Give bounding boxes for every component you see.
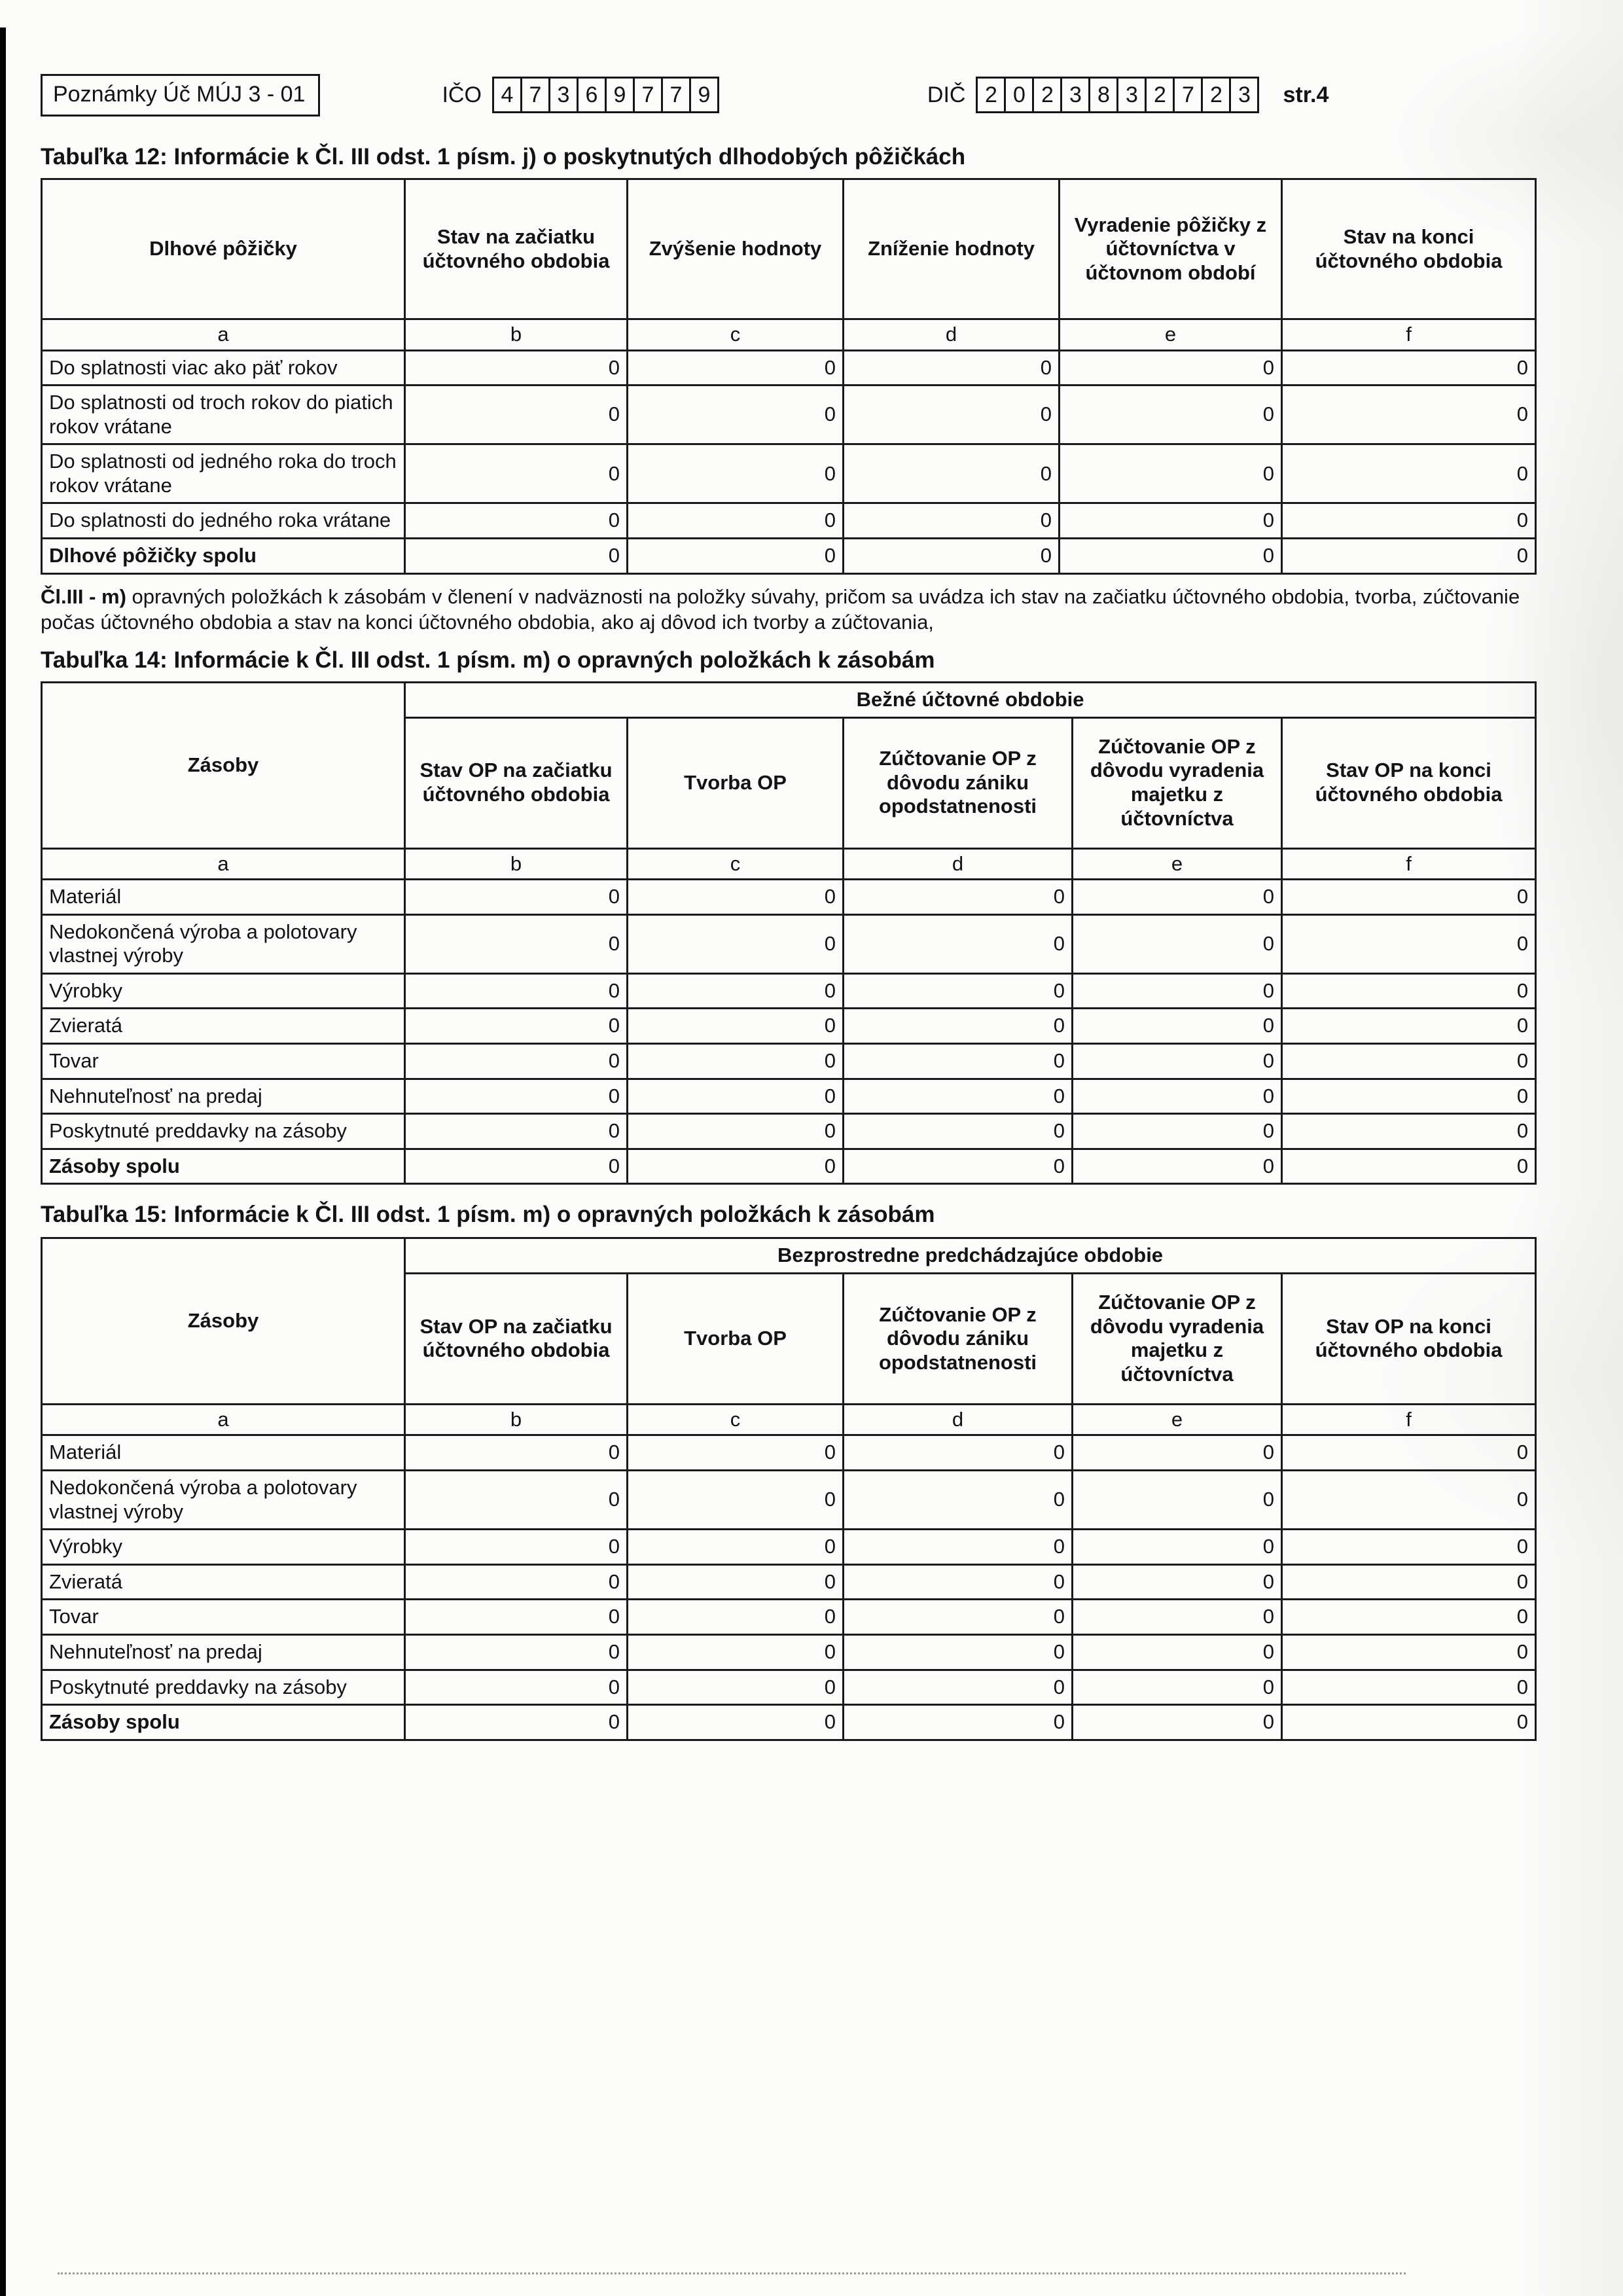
row-label: Zásoby spolu bbox=[42, 1149, 405, 1184]
value-cell: 0 bbox=[844, 973, 1073, 1009]
table-row bbox=[42, 503, 1536, 539]
column-letter: e bbox=[1060, 319, 1282, 351]
value-cell: 0 bbox=[1073, 1079, 1282, 1114]
value-cell: 0 bbox=[1073, 973, 1282, 1009]
table-row bbox=[42, 1471, 1536, 1530]
value-cell: 0 bbox=[1282, 1705, 1536, 1740]
scan-bottom-artifact bbox=[58, 2272, 1406, 2274]
value-cell: 0 bbox=[844, 1564, 1073, 1600]
table-row bbox=[42, 1530, 1536, 1565]
value-cell: 0 bbox=[1073, 880, 1282, 915]
value-cell: 0 bbox=[628, 1634, 844, 1670]
dic-group bbox=[927, 77, 1260, 113]
row-label: Materiál bbox=[42, 880, 405, 915]
value-cell: 0 bbox=[1073, 1600, 1282, 1635]
value-cell: 0 bbox=[405, 1670, 628, 1705]
value-cell: 0 bbox=[1060, 350, 1282, 386]
value-cell: 0 bbox=[844, 503, 1060, 539]
table-row bbox=[42, 1564, 1536, 1600]
row-label: Tovar bbox=[42, 1600, 405, 1635]
table-row bbox=[42, 350, 1536, 386]
digit-box: 9 bbox=[689, 77, 719, 113]
value-cell: 0 bbox=[405, 1705, 628, 1740]
digit-box: 2 bbox=[976, 77, 1006, 113]
value-cell: 0 bbox=[1073, 1149, 1282, 1184]
table-14-period-row bbox=[42, 682, 1536, 717]
value-cell: 0 bbox=[844, 1670, 1073, 1705]
digit-box: 4 bbox=[492, 77, 522, 113]
row-label: Poskytnuté preddavky na zásoby bbox=[42, 1670, 405, 1705]
digit-box: 6 bbox=[577, 77, 607, 113]
value-cell: 0 bbox=[628, 444, 844, 503]
row-label: Poskytnuté preddavky na zásoby bbox=[42, 1114, 405, 1149]
column-header: Dlhové pôžičky bbox=[42, 179, 405, 319]
value-cell: 0 bbox=[844, 1044, 1073, 1079]
value-cell: 0 bbox=[405, 1600, 628, 1635]
column-letter: e bbox=[1073, 848, 1282, 880]
value-cell: 0 bbox=[405, 386, 628, 444]
page-header bbox=[41, 73, 1535, 117]
value-cell: 0 bbox=[405, 1079, 628, 1114]
digit-box: 3 bbox=[548, 77, 579, 113]
value-cell: 0 bbox=[405, 1564, 628, 1600]
value-cell: 0 bbox=[628, 1149, 844, 1184]
table-row bbox=[42, 1044, 1536, 1079]
value-cell: 0 bbox=[1282, 1471, 1536, 1530]
column-letter: c bbox=[628, 848, 844, 880]
row-label: Do splatnosti od jedného roka do troch rokov vrátane bbox=[42, 444, 405, 503]
table-row bbox=[42, 1149, 1536, 1184]
table-row bbox=[42, 1079, 1536, 1114]
table-row bbox=[42, 1634, 1536, 1670]
value-cell: 0 bbox=[628, 1471, 844, 1530]
row-label: Do splatnosti viac ako päť rokov bbox=[42, 350, 405, 386]
value-cell: 0 bbox=[1073, 1634, 1282, 1670]
row-label: Zvieratá bbox=[42, 1009, 405, 1044]
value-cell: 0 bbox=[405, 1114, 628, 1149]
column-header: Stav na konci účtovného obdobia bbox=[1282, 179, 1536, 319]
value-cell: 0 bbox=[844, 386, 1060, 444]
table-row bbox=[42, 1009, 1536, 1044]
value-cell: 0 bbox=[628, 386, 844, 444]
column-letter: c bbox=[628, 1404, 844, 1435]
value-cell: 0 bbox=[1073, 1009, 1282, 1044]
value-cell: 0 bbox=[844, 1634, 1073, 1670]
value-cell: 0 bbox=[628, 1564, 844, 1600]
column-header: Zásoby bbox=[42, 682, 405, 848]
digit-box: 8 bbox=[1088, 77, 1118, 113]
value-cell: 0 bbox=[844, 1471, 1073, 1530]
value-cell: 0 bbox=[1282, 1044, 1536, 1079]
column-header: Zúčtovanie OP z dôvodu zániku opodstatnenosti bbox=[844, 1273, 1073, 1404]
column-letter: c bbox=[628, 319, 844, 351]
column-header: Vyradenie pôžičky z účtovníctva v účtovnom období bbox=[1060, 179, 1282, 319]
table-row bbox=[42, 973, 1536, 1009]
column-header: Stav OP na začiatku účtovného obdobia bbox=[405, 1273, 628, 1404]
value-cell: 0 bbox=[844, 1600, 1073, 1635]
column-letter: a bbox=[42, 319, 405, 351]
digit-box: 2 bbox=[1032, 77, 1062, 113]
row-label: Výrobky bbox=[42, 1530, 405, 1565]
value-cell: 0 bbox=[844, 1149, 1073, 1184]
value-cell: 0 bbox=[628, 1670, 844, 1705]
value-cell: 0 bbox=[1282, 1564, 1536, 1600]
row-label: Tovar bbox=[42, 1044, 405, 1079]
column-header: Tvorba OP bbox=[628, 717, 844, 848]
dic-label: DIČ bbox=[927, 82, 966, 107]
value-cell: 0 bbox=[1060, 539, 1282, 574]
row-label: Zásoby spolu bbox=[42, 1705, 405, 1740]
value-cell: 0 bbox=[1073, 1435, 1282, 1471]
value-cell: 0 bbox=[628, 350, 844, 386]
column-letter: a bbox=[42, 1404, 405, 1435]
value-cell: 0 bbox=[844, 444, 1060, 503]
column-header: Tvorba OP bbox=[628, 1273, 844, 1404]
row-label: Nehnuteľnosť na predaj bbox=[42, 1634, 405, 1670]
column-letter: f bbox=[1282, 848, 1536, 880]
table-row bbox=[42, 1600, 1536, 1635]
value-cell: 0 bbox=[1282, 1530, 1536, 1565]
ico-digit-boxes bbox=[492, 77, 719, 113]
value-cell: 0 bbox=[844, 350, 1060, 386]
value-cell: 0 bbox=[1073, 1044, 1282, 1079]
row-label: Materiál bbox=[42, 1435, 405, 1471]
column-letters-row bbox=[42, 319, 1536, 351]
column-header: Stav OP na začiatku účtovného obdobia bbox=[405, 717, 628, 848]
digit-box: 9 bbox=[605, 77, 635, 113]
row-label: Do splatnosti od troch rokov do piatich rokov vrátane bbox=[42, 386, 405, 444]
value-cell: 0 bbox=[844, 880, 1073, 915]
table-row bbox=[42, 914, 1536, 973]
value-cell: 0 bbox=[628, 1044, 844, 1079]
row-label: Nedokončená výroba a polotovary vlastnej výroby bbox=[42, 914, 405, 973]
value-cell: 0 bbox=[1073, 914, 1282, 973]
table-row bbox=[42, 386, 1536, 444]
ico-label: IČO bbox=[442, 82, 482, 107]
value-cell: 0 bbox=[1282, 880, 1536, 915]
value-cell: 0 bbox=[1282, 973, 1536, 1009]
row-label: Nedokončená výroba a polotovary vlastnej výroby bbox=[42, 1471, 405, 1530]
value-cell: 0 bbox=[1073, 1471, 1282, 1530]
value-cell: 0 bbox=[405, 1009, 628, 1044]
digit-box: 2 bbox=[1145, 77, 1175, 113]
value-cell: 0 bbox=[844, 1705, 1073, 1740]
value-cell: 0 bbox=[628, 1705, 844, 1740]
value-cell: 0 bbox=[405, 914, 628, 973]
value-cell: 0 bbox=[628, 1114, 844, 1149]
row-label: Dlhové pôžičky spolu bbox=[42, 539, 405, 574]
column-header: Stav OP na konci účtovného obdobia bbox=[1282, 717, 1536, 848]
value-cell: 0 bbox=[1060, 503, 1282, 539]
value-cell: 0 bbox=[628, 880, 844, 915]
value-cell: 0 bbox=[628, 914, 844, 973]
column-letter: d bbox=[844, 1404, 1073, 1435]
digit-box: 7 bbox=[633, 77, 663, 113]
table-15-title: Tabuľka 15: Informácie k Čl. III odst. 1 písm. m) o opravných položkách k zásobám bbox=[41, 1202, 935, 1228]
column-header: Zúčtovanie OP z dôvodu vyradenia majetku z účtovníctva bbox=[1073, 717, 1282, 848]
column-header: Stav OP na konci účtovného obdobia bbox=[1282, 1273, 1536, 1404]
value-cell: 0 bbox=[1282, 1149, 1536, 1184]
digit-box: 3 bbox=[1229, 77, 1259, 113]
value-cell: 0 bbox=[1282, 1600, 1536, 1635]
value-cell: 0 bbox=[1060, 444, 1282, 503]
page-number: str.4 bbox=[1283, 82, 1329, 107]
digit-box: 3 bbox=[1116, 77, 1147, 113]
value-cell: 0 bbox=[628, 1530, 844, 1565]
value-cell: 0 bbox=[628, 1435, 844, 1471]
value-cell: 0 bbox=[405, 1471, 628, 1530]
column-header: Zúčtovanie OP z dôvodu vyradenia majetku z účtovníctva bbox=[1073, 1273, 1282, 1404]
column-letter: b bbox=[405, 848, 628, 880]
digit-box: 7 bbox=[661, 77, 691, 113]
value-cell: 0 bbox=[1073, 1530, 1282, 1565]
ico-group bbox=[442, 77, 719, 113]
value-cell: 0 bbox=[1282, 1079, 1536, 1114]
table-15 bbox=[41, 1237, 1537, 1740]
value-cell: 0 bbox=[844, 1435, 1073, 1471]
value-cell: 0 bbox=[1073, 1114, 1282, 1149]
column-header: Zníženie hodnoty bbox=[844, 179, 1060, 319]
row-label: Nehnuteľnosť na predaj bbox=[42, 1079, 405, 1114]
article-note-lead: Čl.III - m) bbox=[41, 584, 126, 608]
value-cell: 0 bbox=[1282, 1114, 1536, 1149]
digit-box: 2 bbox=[1201, 77, 1231, 113]
column-letter: f bbox=[1282, 319, 1536, 351]
column-letter: f bbox=[1282, 1404, 1536, 1435]
value-cell: 0 bbox=[844, 914, 1073, 973]
value-cell: 0 bbox=[1282, 1009, 1536, 1044]
value-cell: 0 bbox=[1282, 914, 1536, 973]
period-header: Bezprostredne predchádzajúce obdobie bbox=[405, 1238, 1536, 1274]
value-cell: 0 bbox=[628, 539, 844, 574]
column-letters-row bbox=[42, 1404, 1536, 1435]
value-cell: 0 bbox=[1073, 1705, 1282, 1740]
value-cell: 0 bbox=[405, 880, 628, 915]
value-cell: 0 bbox=[1282, 1634, 1536, 1670]
value-cell: 0 bbox=[628, 1079, 844, 1114]
digit-box: 0 bbox=[1004, 77, 1034, 113]
table-15-period-row bbox=[42, 1238, 1536, 1274]
column-header: Zásoby bbox=[42, 1238, 405, 1405]
value-cell: 0 bbox=[405, 1530, 628, 1565]
column-letter: b bbox=[405, 1404, 628, 1435]
value-cell: 0 bbox=[628, 973, 844, 1009]
value-cell: 0 bbox=[1073, 1564, 1282, 1600]
row-label: Zvieratá bbox=[42, 1564, 405, 1600]
value-cell: 0 bbox=[405, 444, 628, 503]
dic-digit-boxes bbox=[976, 77, 1259, 113]
scan-edge-artifact bbox=[0, 27, 6, 2296]
form-code-box: Poznámky Úč MÚJ 3 - 01 bbox=[41, 74, 320, 117]
column-header: Zúčtovanie OP z dôvodu zániku opodstatnenosti bbox=[844, 717, 1073, 848]
value-cell: 0 bbox=[628, 1600, 844, 1635]
value-cell: 0 bbox=[405, 350, 628, 386]
value-cell: 0 bbox=[1282, 444, 1536, 503]
article-note bbox=[41, 584, 1535, 636]
row-label: Výrobky bbox=[42, 973, 405, 1009]
column-letters-row bbox=[42, 848, 1536, 880]
period-header: Bežné účtovné obdobie bbox=[405, 682, 1536, 717]
value-cell: 0 bbox=[1060, 386, 1282, 444]
table-row bbox=[42, 880, 1536, 915]
value-cell: 0 bbox=[1282, 350, 1536, 386]
table-row bbox=[42, 1705, 1536, 1740]
value-cell: 0 bbox=[405, 973, 628, 1009]
column-letter: a bbox=[42, 848, 405, 880]
value-cell: 0 bbox=[1282, 1670, 1536, 1705]
table-row bbox=[42, 444, 1536, 503]
table-14-title: Tabuľka 14: Informácie k Čl. III odst. 1 písm. m) o opravných položkách k zásobám bbox=[41, 647, 935, 673]
value-cell: 0 bbox=[405, 1634, 628, 1670]
value-cell: 0 bbox=[405, 1435, 628, 1471]
column-letter: e bbox=[1073, 1404, 1282, 1435]
row-label: Do splatnosti do jedného roka vrátane bbox=[42, 503, 405, 539]
value-cell: 0 bbox=[1282, 539, 1536, 574]
value-cell: 0 bbox=[628, 503, 844, 539]
value-cell: 0 bbox=[405, 539, 628, 574]
value-cell: 0 bbox=[1073, 1670, 1282, 1705]
value-cell: 0 bbox=[844, 539, 1060, 574]
value-cell: 0 bbox=[844, 1114, 1073, 1149]
column-letter: d bbox=[844, 319, 1060, 351]
column-letter: d bbox=[844, 848, 1073, 880]
value-cell: 0 bbox=[405, 1149, 628, 1184]
value-cell: 0 bbox=[1282, 1435, 1536, 1471]
value-cell: 0 bbox=[405, 503, 628, 539]
digit-box: 7 bbox=[1173, 77, 1203, 113]
column-header: Zvýšenie hodnoty bbox=[628, 179, 844, 319]
article-note-body: opravných položkách k zásobám v členení v nadväznosti na položky súvahy, pričom sa uvádza ich stav na začiatku účtovného obdobia, tvorba, zúčtovanie počas účtovného obdobia a stav na konci účtovného obdobia, ako aj dôvod ich tvorby a zúčtovania, bbox=[41, 584, 1520, 634]
value-cell: 0 bbox=[844, 1079, 1073, 1114]
table-12-header-row bbox=[42, 179, 1536, 319]
value-cell: 0 bbox=[1282, 503, 1536, 539]
value-cell: 0 bbox=[1282, 386, 1536, 444]
table-row bbox=[42, 1114, 1536, 1149]
value-cell: 0 bbox=[844, 1009, 1073, 1044]
value-cell: 0 bbox=[405, 1044, 628, 1079]
value-cell: 0 bbox=[628, 1009, 844, 1044]
column-letter: b bbox=[405, 319, 628, 351]
table-row bbox=[42, 539, 1536, 574]
value-cell: 0 bbox=[844, 1530, 1073, 1565]
digit-box: 3 bbox=[1060, 77, 1090, 113]
column-header: Stav na začiatku účtovného obdobia bbox=[405, 179, 628, 319]
table-12-title: Tabuľka 12: Informácie k Čl. III odst. 1 písm. j) o poskytnutých dlhodobých pôžičkách bbox=[41, 144, 966, 170]
table-14 bbox=[41, 681, 1537, 1185]
table-row bbox=[42, 1435, 1536, 1471]
table-row bbox=[42, 1670, 1536, 1705]
table-12 bbox=[41, 178, 1537, 575]
digit-box: 7 bbox=[520, 77, 550, 113]
